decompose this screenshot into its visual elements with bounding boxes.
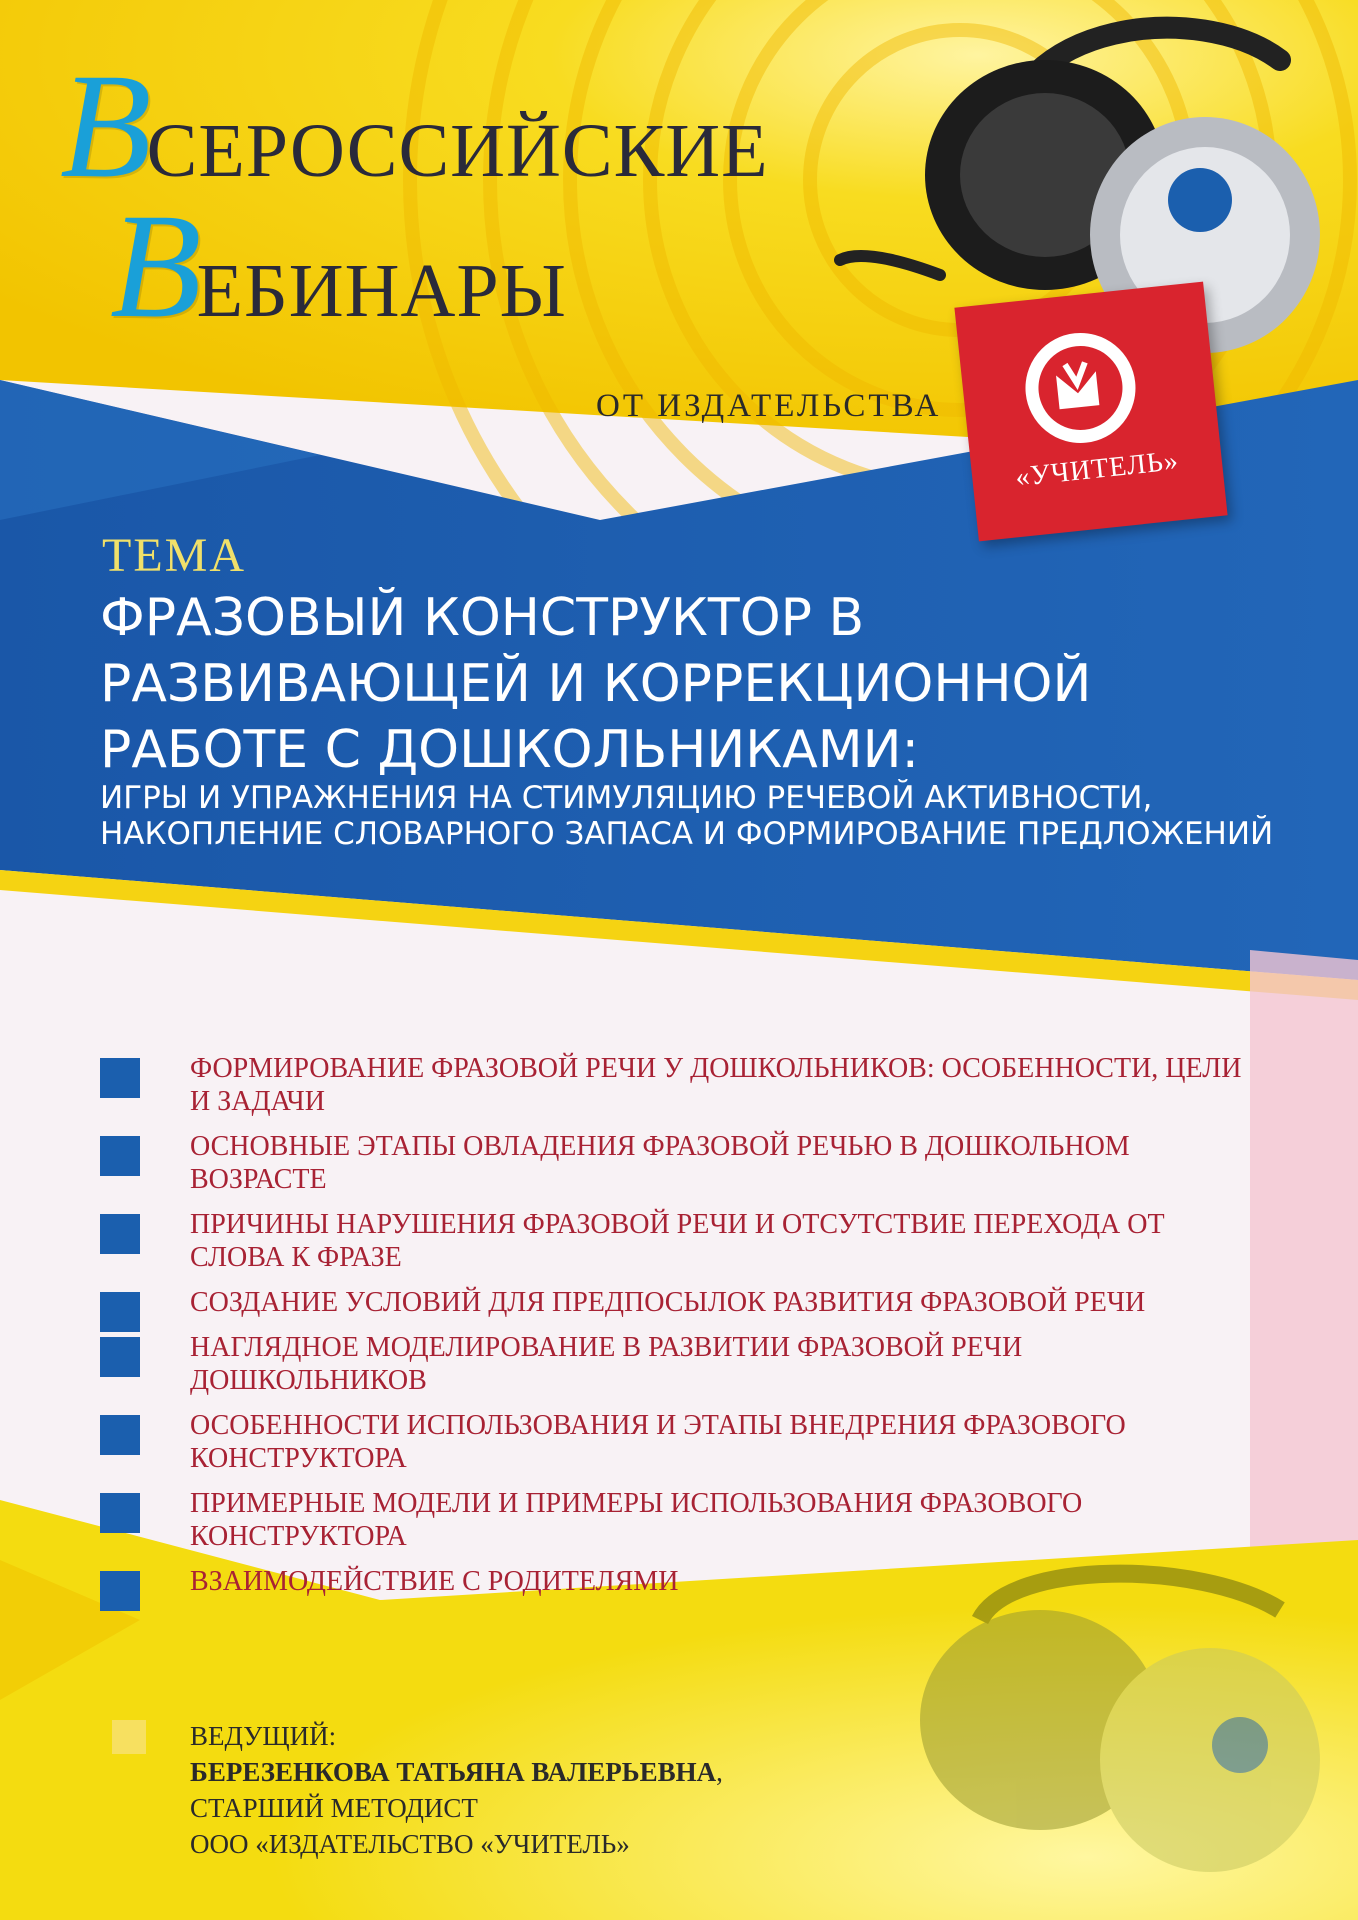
list-item: ПРИМЕРНЫЕ МОДЕЛИ И ПРИМЕРЫ ИСПОЛЬЗОВАНИЯ ФРАЗОВОГО КОНСТРУКТОРА (100, 1487, 1250, 1553)
topic-label: ТЕМА (102, 529, 246, 582)
list-item: ВЗАИМОДЕЙСТВИЕ С РОДИТЕЛЯМИ (100, 1565, 1250, 1598)
square-bullet-icon (100, 1292, 140, 1332)
list-item: СОЗДАНИЕ УСЛОВИЙ ДЛЯ ПРЕДПОСЫЛОК РАЗВИТИЯ ФРАЗОВОЙ РЕЧИ (100, 1286, 1250, 1319)
square-bullet-icon (100, 1415, 140, 1455)
square-bullet-icon (100, 1214, 140, 1254)
webinar-title-line-2 (110, 180, 567, 352)
title-initial: В (60, 43, 153, 209)
topic-title: ФРАЗОВЫЙ КОНСТРУКТОР В РАЗВИВАЮЩЕЙ И КОРРЕКЦИОННОЙ РАБОТЕ С ДОШКОЛЬНИКАМИ: (100, 588, 1092, 780)
logo-name: «УЧИТЕЛЬ» (1013, 445, 1181, 494)
square-bullet-icon (100, 1136, 140, 1176)
square-bullet-icon (100, 1058, 140, 1098)
list-item: НАГЛЯДНОЕ МОДЕЛИРОВАНИЕ В РАЗВИТИИ ФРАЗОВОЙ РЕЧИ ДОШКОЛЬНИКОВ (100, 1331, 1250, 1397)
presenter-name: БЕРЕЗЕНКОВА ТАТЬЯНА ВАЛЕРЬЕВНА (190, 1757, 717, 1787)
title-rest: СЕРОССИЙСКИЕ (146, 109, 769, 193)
publisher-logo (954, 282, 1227, 542)
square-bullet-icon (100, 1571, 140, 1611)
publisher-label: ОТ ИЗДАТЕЛЬСТВА (596, 388, 942, 424)
title-rest: ЕБИНАРЫ (196, 249, 567, 333)
list-item: ОСОБЕННОСТИ ИСПОЛЬЗОВАНИЯ И ЭТАПЫ ВНЕДРЕНИЯ ФРАЗОВОГО КОНСТРУКТОРА (100, 1409, 1250, 1475)
topic-subtitle: ИГРЫ И УПРАЖНЕНИЯ НА СТИМУЛЯЦИЮ РЕЧЕВОЙ АКТИВНОСТИ, НАКОПЛЕНИЕ СЛОВАРНОГО ЗАПАСА И ФОРМИРОВАНИЕ ПРЕДЛОЖЕНИЙ (100, 780, 1274, 852)
title-initial: В (110, 183, 203, 349)
agenda-list (100, 1052, 1250, 1610)
presenter-position: СТАРШИЙ МЕТОДИСТ (190, 1793, 478, 1823)
presenter-block: ВЕДУЩИЙ: БЕРЕЗЕНКОВА ТАТЬЯНА ВАЛЕРЬЕВНА, СТАРШИЙ МЕТОДИСТ ООО «ИЗДАТЕЛЬСТВО «УЧИТЕЛЬ» (190, 1718, 723, 1862)
list-item: ОСНОВНЫЕ ЭТАПЫ ОВЛАДЕНИЯ ФРАЗОВОЙ РЕЧЬЮ В ДОШКОЛЬНОМ ВОЗРАСТЕ (100, 1130, 1250, 1196)
square-bullet-icon (100, 1493, 140, 1533)
list-item: ПРИЧИНЫ НАРУШЕНИЯ ФРАЗОВОЙ РЕЧИ И ОТСУТСТВИЕ ПЕРЕХОДА ОТ СЛОВА К ФРАЗЕ (100, 1208, 1250, 1274)
presenter-label: ВЕДУЩИЙ: (190, 1721, 337, 1751)
square-bullet-icon (100, 1337, 140, 1377)
presenter-organization: ООО «ИЗДАТЕЛЬСТВО «УЧИТЕЛЬ» (190, 1829, 630, 1859)
logo-emblem-icon (1020, 328, 1141, 449)
list-item: ФОРМИРОВАНИЕ ФРАЗОВОЙ РЕЧИ У ДОШКОЛЬНИКОВ: ОСОБЕННОСТИ, ЦЕЛИ И ЗАДАЧИ (100, 1052, 1250, 1118)
